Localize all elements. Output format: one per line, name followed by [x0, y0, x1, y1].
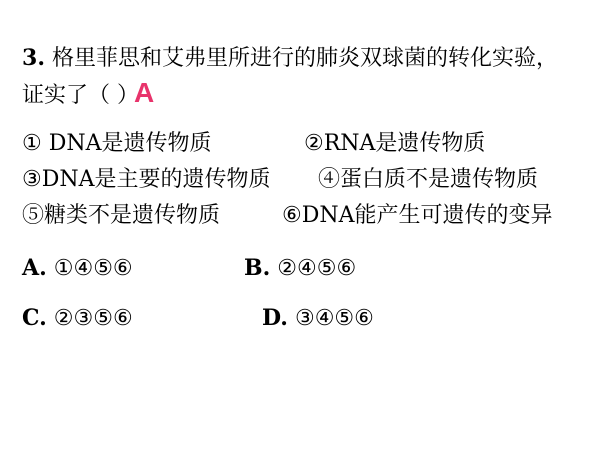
statement-text: 蛋白质不是遗传物质 [340, 167, 539, 192]
statement-mark: ⑥ [282, 203, 302, 228]
question-stem-text-2: 证实了（ ） [22, 83, 139, 108]
option-value: ③④⑤⑥ [294, 306, 374, 331]
option-separator: . [262, 255, 271, 281]
statement-mark: ③ [22, 167, 42, 192]
option-value: ②④⑤⑥ [277, 256, 357, 281]
option-label: C [22, 305, 40, 331]
option-value: ②③⑤⑥ [53, 306, 133, 331]
option-value: ①④⑤⑥ [53, 256, 133, 281]
option-separator: . [280, 305, 288, 331]
question-number: 3 [22, 45, 38, 71]
statement-1 [22, 130, 212, 158]
statement-text: DNA是遗传物质 [48, 131, 212, 156]
question-stem-text-1: 格里菲思和艾弗里所进行的肺炎双球菌的转化实验， [51, 46, 558, 71]
statement-text: RNA是遗传物质 [323, 131, 486, 156]
question-stem-line-1 [22, 44, 558, 73]
statement-mark: ② [304, 131, 324, 156]
option-separator: . [39, 305, 47, 331]
option-label: B [244, 255, 263, 281]
option-b [244, 254, 356, 283]
handwritten-answer: A [134, 77, 155, 108]
option-label: A [22, 255, 40, 281]
option-separator: . [39, 255, 47, 281]
statement-mark: ⑤ [22, 203, 45, 228]
option-c [22, 304, 133, 333]
statement-2 [304, 130, 485, 158]
option-d [262, 304, 374, 333]
option-label: D [262, 305, 281, 331]
statement-text: DNA是主要的遗传物质 [41, 167, 271, 192]
statement-mark: ① [22, 131, 42, 156]
statement-mark: ④ [318, 167, 341, 192]
question-number-separator: . [37, 45, 45, 71]
option-a [22, 254, 133, 283]
statement-text: 糖类不是遗传物质 [44, 203, 221, 228]
statement-4 [318, 166, 538, 194]
statement-text: DNA能产生可遗传的变异 [301, 203, 553, 228]
statement-6 [282, 202, 553, 230]
statement-5 [22, 202, 220, 230]
question-stem-line-2 [22, 82, 139, 110]
statement-3 [22, 166, 271, 194]
